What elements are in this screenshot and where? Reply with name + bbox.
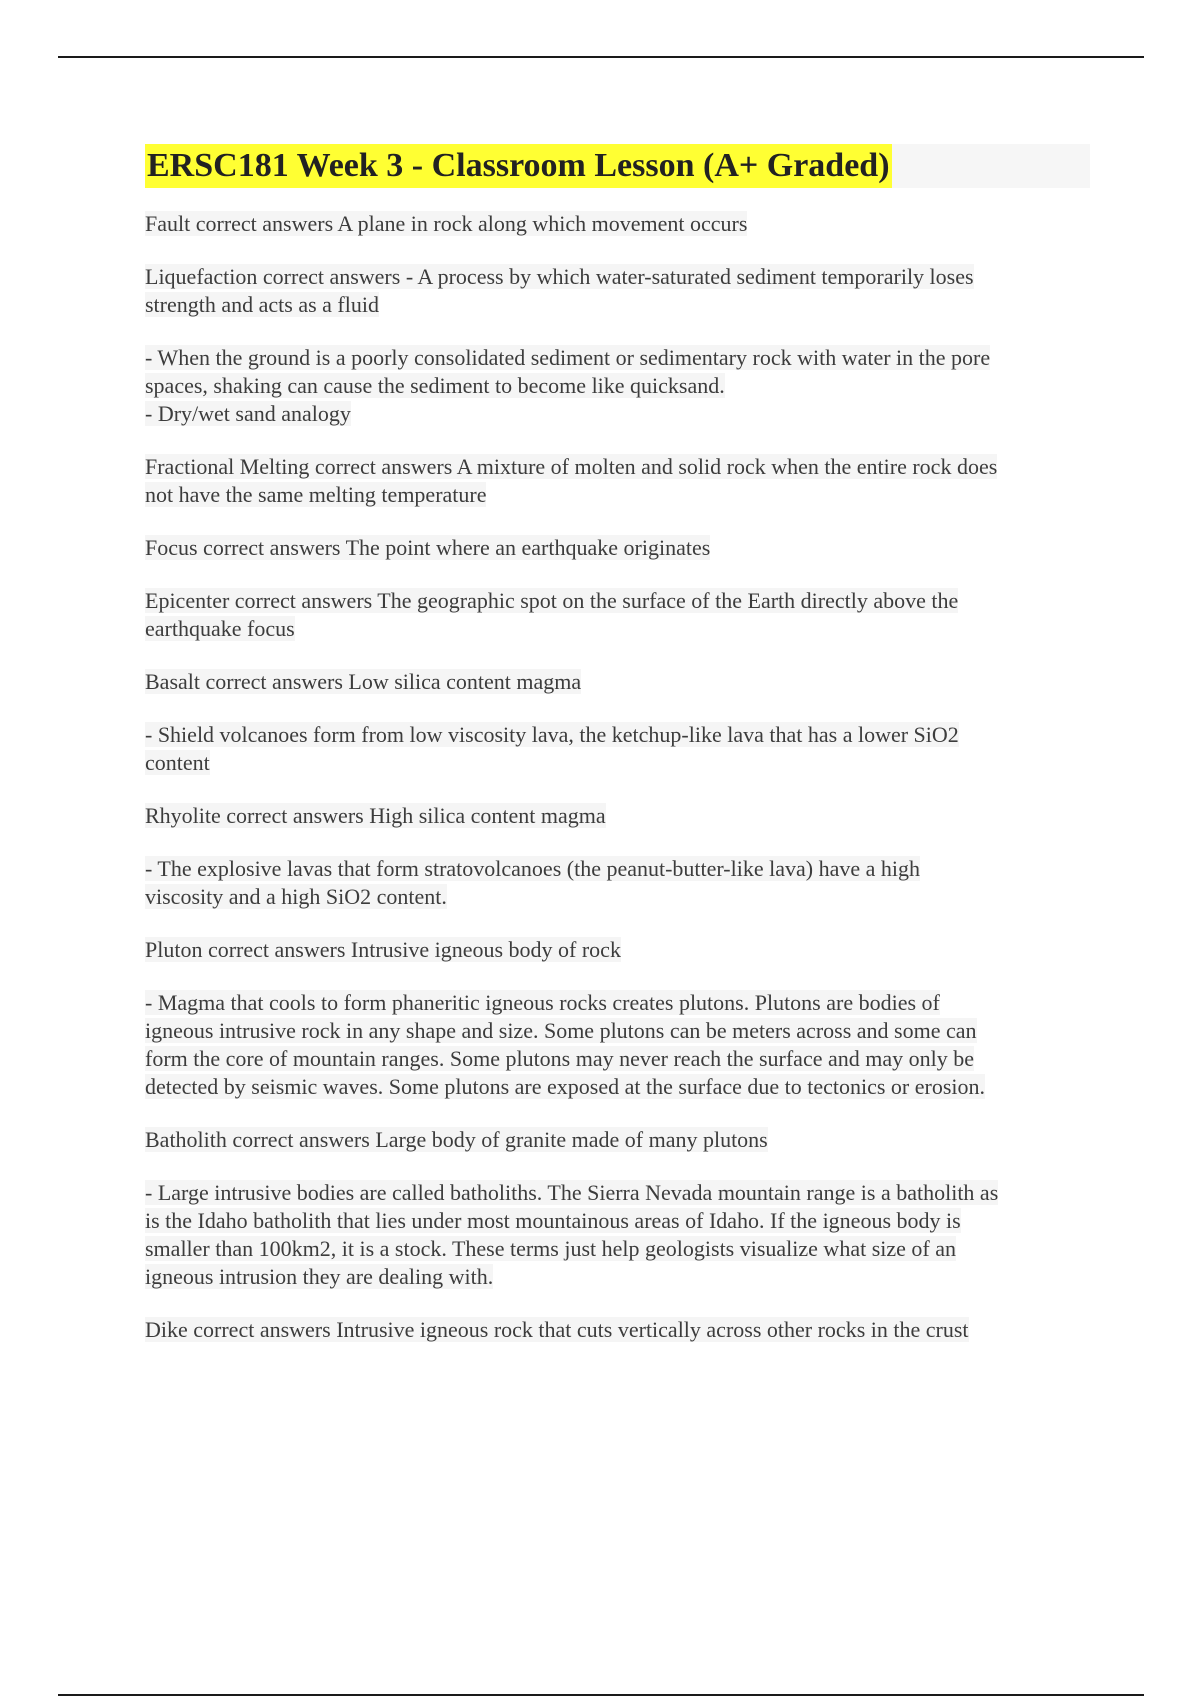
paragraph-text: igneous intrusion they are dealing with. xyxy=(145,1264,494,1289)
paragraph-line xyxy=(145,883,1090,911)
paragraph-line xyxy=(145,453,1090,481)
title-bar xyxy=(145,144,1090,188)
paragraph-text: Pluton correct answers Intrusive igneous body of rock xyxy=(145,937,621,962)
paragraph-line xyxy=(145,668,1090,696)
paragraph-line xyxy=(145,400,1090,428)
paragraph-text: spaces, shaking can cause the sediment to become like quicksand. xyxy=(145,373,725,398)
paragraph-text: Focus correct answers The point where an earthquake originates xyxy=(145,535,711,560)
paragraph xyxy=(145,1316,1090,1344)
paragraph-text: Batholith correct answers Large body of granite made of many plutons xyxy=(145,1127,768,1152)
paragraph-text: content xyxy=(145,750,210,775)
document-body xyxy=(145,144,1090,1369)
paragraph-line xyxy=(145,587,1090,615)
paragraph-line xyxy=(145,534,1090,562)
paragraph-line xyxy=(145,615,1090,643)
paragraph-line xyxy=(145,263,1090,291)
paragraph-text: viscosity and a high SiO2 content. xyxy=(145,884,447,909)
paragraph-line xyxy=(145,1126,1090,1154)
paragraph-line xyxy=(145,802,1090,830)
paragraph xyxy=(145,263,1090,319)
paragraph-text: - Dry/wet sand analogy xyxy=(145,401,351,426)
paragraph-line xyxy=(145,1045,1090,1073)
paragraph-text: - When the ground is a poorly consolidated sediment or sedimentary rock with water in the pore xyxy=(145,345,991,370)
paragraph-text: Rhyolite correct answers High silica content magma xyxy=(145,803,606,828)
paragraph-line xyxy=(145,989,1090,1017)
paragraph-text: not have the same melting temperature xyxy=(145,482,487,507)
paragraph xyxy=(145,453,1090,509)
paragraph-text: detected by seismic waves. Some plutons are exposed at the surface due to tectonics or erosion. xyxy=(145,1074,986,1099)
paragraph-text: earthquake focus xyxy=(145,616,295,641)
paragraph-text: Liquefaction correct answers - A process by which water-saturated sediment temporarily loses xyxy=(145,264,974,289)
top-rule xyxy=(58,56,1144,58)
paragraph-text: Fault correct answers A plane in rock along which movement occurs xyxy=(145,211,748,236)
bottom-rule xyxy=(58,1694,1144,1696)
paragraph xyxy=(145,1126,1090,1154)
paragraph-text: Basalt correct answers Low silica content magma xyxy=(145,669,582,694)
paragraph-line xyxy=(145,481,1090,509)
paragraph-line xyxy=(145,1316,1090,1344)
paragraph-list xyxy=(145,210,1090,1344)
paragraph-line xyxy=(145,344,1090,372)
paragraph-text: Fractional Melting correct answers A mixture of molten and solid rock when the entire rock does xyxy=(145,454,998,479)
paragraph-line xyxy=(145,210,1090,238)
paragraph-text: strength and acts as a fluid xyxy=(145,292,379,317)
paragraph-line xyxy=(145,936,1090,964)
paragraph-line xyxy=(145,1017,1090,1045)
paragraph xyxy=(145,587,1090,643)
paragraph-line xyxy=(145,1235,1090,1263)
paragraph-line xyxy=(145,372,1090,400)
paragraph xyxy=(145,936,1090,964)
paragraph-line xyxy=(145,291,1090,319)
paragraph xyxy=(145,855,1090,911)
paragraph xyxy=(145,721,1090,777)
paragraph-line xyxy=(145,1179,1090,1207)
paragraph-line xyxy=(145,1263,1090,1291)
paragraph xyxy=(145,1179,1090,1291)
paragraph-line xyxy=(145,1207,1090,1235)
paragraph-text: igneous intrusive rock in any shape and size. Some plutons can be meters across and some can xyxy=(145,1018,977,1043)
paragraph xyxy=(145,989,1090,1101)
paragraph xyxy=(145,668,1090,696)
paragraph-line xyxy=(145,721,1090,749)
paragraph xyxy=(145,210,1090,238)
paragraph-text: form the core of mountain ranges. Some plutons may never reach the surface and may only be xyxy=(145,1046,974,1071)
paragraph-line xyxy=(145,855,1090,883)
paragraph-text: is the Idaho batholith that lies under most mountainous areas of Idaho. If the igneous body is xyxy=(145,1208,961,1233)
paragraph xyxy=(145,802,1090,830)
paragraph-text: smaller than 100km2, it is a stock. These terms just help geologists visualize what size of an xyxy=(145,1236,956,1261)
paragraph xyxy=(145,344,1090,428)
document-title: ERSC181 Week 3 - Classroom Lesson (A+ Graded) xyxy=(145,144,892,188)
paragraph-text: Dike correct answers Intrusive igneous rock that cuts vertically across other rocks in the crust xyxy=(145,1317,969,1342)
paragraph-text: - The explosive lavas that form stratovolcanoes (the peanut-butter-like lava) have a high xyxy=(145,856,920,881)
paragraph-line xyxy=(145,749,1090,777)
paragraph xyxy=(145,534,1090,562)
paragraph-text: - Large intrusive bodies are called batholiths. The Sierra Nevada mountain range is a batholith as xyxy=(145,1180,999,1205)
paragraph-text: - Shield volcanoes form from low viscosity lava, the ketchup-like lava that has a lower SiO2 xyxy=(145,722,959,747)
paragraph-text: Epicenter correct answers The geographic spot on the surface of the Earth directly above the xyxy=(145,588,959,613)
paragraph-line xyxy=(145,1073,1090,1101)
paragraph-text: - Magma that cools to form phaneritic igneous rocks creates plutons. Plutons are bodies of xyxy=(145,990,940,1015)
